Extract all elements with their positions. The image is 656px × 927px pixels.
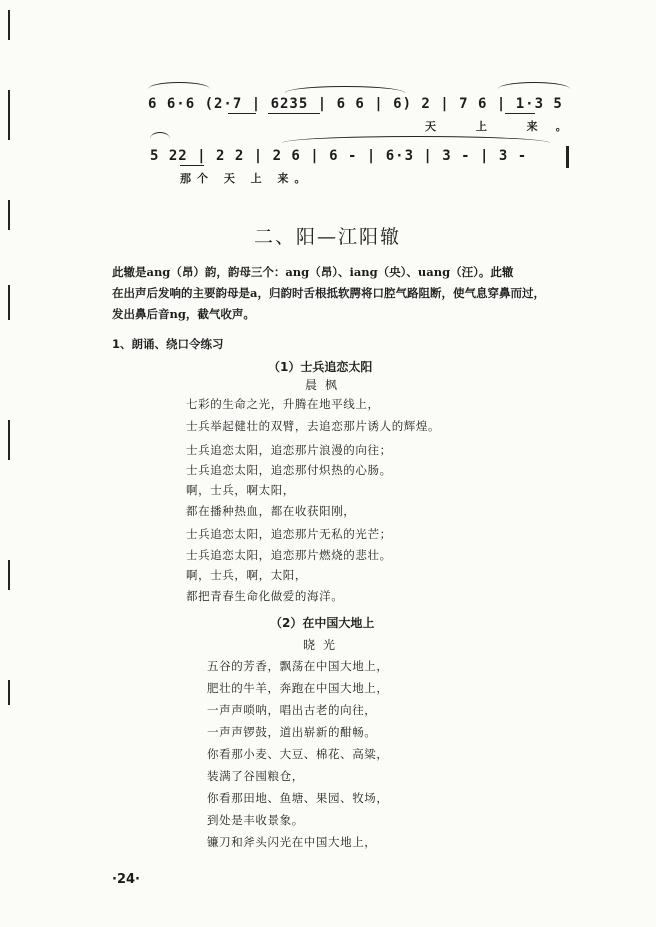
poem-line: 都在播种热血，都在收获阳刚， [186,504,356,518]
poem-line: 肥壮的牛羊，奔跑在中国大地上， [207,681,389,695]
poem-line: 七彩的生命之光，升腾在地平线上， [186,397,380,411]
section-title: 二、阳—江阳辙 [254,226,402,248]
slur-mark [148,82,210,89]
poem-2-title: （2）在中国大地上 [270,616,375,630]
slur-mark [282,136,550,143]
scan-edge-mark [8,420,10,460]
poem-line: 五谷的芳香，飘荡在中国大地上， [207,659,389,673]
poem-line: 到处是丰收景象。 [207,813,304,827]
exercise-subheading: 1、朗诵、绕口令练习 [112,337,224,351]
music-lyrics-line-1: 天 上 来。 [425,120,585,133]
scan-edge-mark [8,680,10,705]
poem-line: 啊，士兵，啊太阳， [186,483,295,497]
poem-line: 一声声唢呐，唱出古老的向往， [207,703,377,717]
underline-mark [228,113,256,114]
poem-line: 镰刀和斧头闪光在中国大地上， [207,835,377,849]
poem-line: 装满了谷囤粮仓， [207,769,304,783]
poem-line: 都把青春生命化做爱的海洋。 [186,589,344,603]
poem-line: 士兵追恋太阳，追恋那片燃烧的悲壮。 [186,548,392,562]
poem-line: 你看那小麦、大豆、棉花、高粱， [207,747,389,761]
intro-line-3: 发出鼻后音ng，截气收声。 [112,307,255,321]
poem-line: 一声声锣鼓，道出崭新的酣畅。 [207,725,377,739]
underline-mark [180,165,204,166]
intro-line-2: 在出声后发响的主要韵母是a，归韵时舌根抵软腭将口腔气路阻断，使气息穿鼻而过， [112,286,545,300]
poem-line: 士兵举起健壮的双臂，去追恋那片诱人的辉煌。 [186,419,441,433]
underline-mark [505,113,535,114]
poem-2-author: 晓光 [303,638,344,652]
poem-line: 士兵追恋太阳，追恋那片无私的光芒； [186,527,392,541]
underline-mark [268,113,320,114]
scan-edge-mark [8,90,10,140]
slur-mark [150,132,170,139]
poem-line: 你看那田地、鱼塘、果园、牧场， [207,791,389,805]
music-lyrics-line-2: 那个 天 上 来。 [180,172,312,185]
poem-line: 士兵追恋太阳，追恋那付炽热的心肠。 [186,463,392,477]
slur-mark [285,86,405,93]
music-notes-line-1: 6 6·6 (2·7 | 6235 | 6 6 | 6) 2 | 7 6 | 1·3 5 [148,96,563,112]
scan-edge-mark [8,10,10,40]
final-barline [566,146,569,168]
music-notes-line-2: 5 22 | 2 2 | 2 6 | 6 - | 6·3 | 3 - | 3 - [150,148,528,164]
scan-edge-mark [8,200,10,230]
poem-line: 士兵追恋太阳，追恋那片浪漫的向往； [186,443,392,457]
intro-line-1: 此辙是ang（昂）韵，韵母三个：ang（昂）、iang（央）、uang（汪）。此辙 [112,265,514,279]
scan-edge-mark [8,560,10,590]
poem-line: 啊，士兵，啊，太阳， [186,568,307,582]
page-number: ·24· [112,872,140,887]
scan-edge-mark [8,285,10,320]
slur-mark [498,82,570,89]
poem-1-title: （1）士兵追恋太阳 [268,360,373,374]
poem-1-author: 晨枫 [305,378,346,392]
